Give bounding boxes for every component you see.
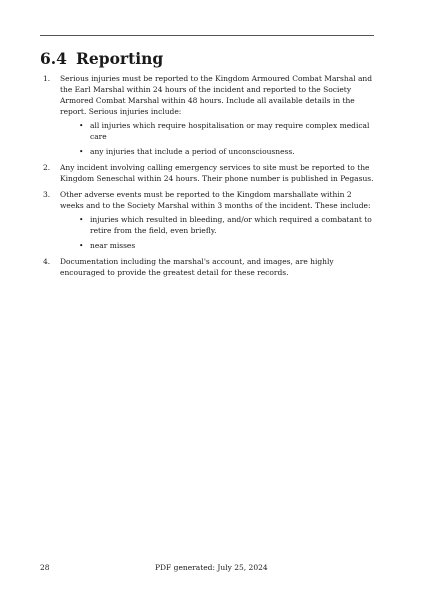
item-number: 2.: [43, 163, 51, 172]
item-text: Other adverse events must be reported to the Kingdom marshallate within 2 weeks and to the Society Marshal within 3 months of the incident. These include:: [60, 190, 371, 210]
sub-list-item: [60, 214, 374, 236]
item-number: 4.: [43, 257, 51, 266]
sub-item-text: any injuries that include a period of unconsciousness.: [90, 147, 295, 156]
sub-item-text: injuries which resulted in bleeding, and/or which required a combatant to retire from the field, even briefly.: [90, 215, 372, 235]
document-body: [40, 73, 374, 283]
sub-list-item: [60, 120, 374, 142]
item-text: Documentation including the marshal's account, and images, are highly encouraged to provide the greatest detail for these records.: [60, 257, 334, 277]
list-item: [40, 189, 374, 251]
page-number: 28: [40, 563, 50, 572]
header-rule: [40, 35, 374, 36]
bullet-icon: •: [79, 215, 84, 224]
sub-list-item: [60, 146, 374, 157]
list-item: [40, 73, 374, 157]
list-item: [40, 162, 374, 184]
section-title: Reporting: [76, 49, 164, 68]
sub-item-text: all injuries which require hospitalisation or may require complex medical care: [90, 121, 370, 141]
sub-list: [60, 120, 374, 157]
section-heading: [40, 49, 163, 68]
bullet-icon: •: [79, 121, 84, 130]
pdf-generated-date: PDF generated: July 25, 2024: [155, 563, 268, 572]
sub-list: [60, 214, 374, 251]
sub-list-item: [60, 240, 374, 251]
sub-item-text: near misses: [90, 241, 136, 250]
list-item: [40, 256, 374, 278]
item-number: 3.: [43, 190, 51, 199]
bullet-icon: •: [79, 147, 84, 156]
bullet-icon: •: [79, 241, 84, 250]
section-number: 6.4: [40, 49, 67, 68]
item-text: Any incident involving calling emergency services to site must be reported to the Kingdom Seneschal within 24 hours. Their phone number is published in Pegasus.: [60, 163, 374, 183]
reporting-list: [40, 73, 374, 278]
item-number: 1.: [43, 74, 51, 83]
item-text: Serious injuries must be reported to the Kingdom Armoured Combat Marshal and the Earl Marshal within 24 hours of the incident and reported to the Society Armored Combat Marshal within 48 hours. Include all available details in the report. Serious injuries include:: [60, 74, 373, 116]
